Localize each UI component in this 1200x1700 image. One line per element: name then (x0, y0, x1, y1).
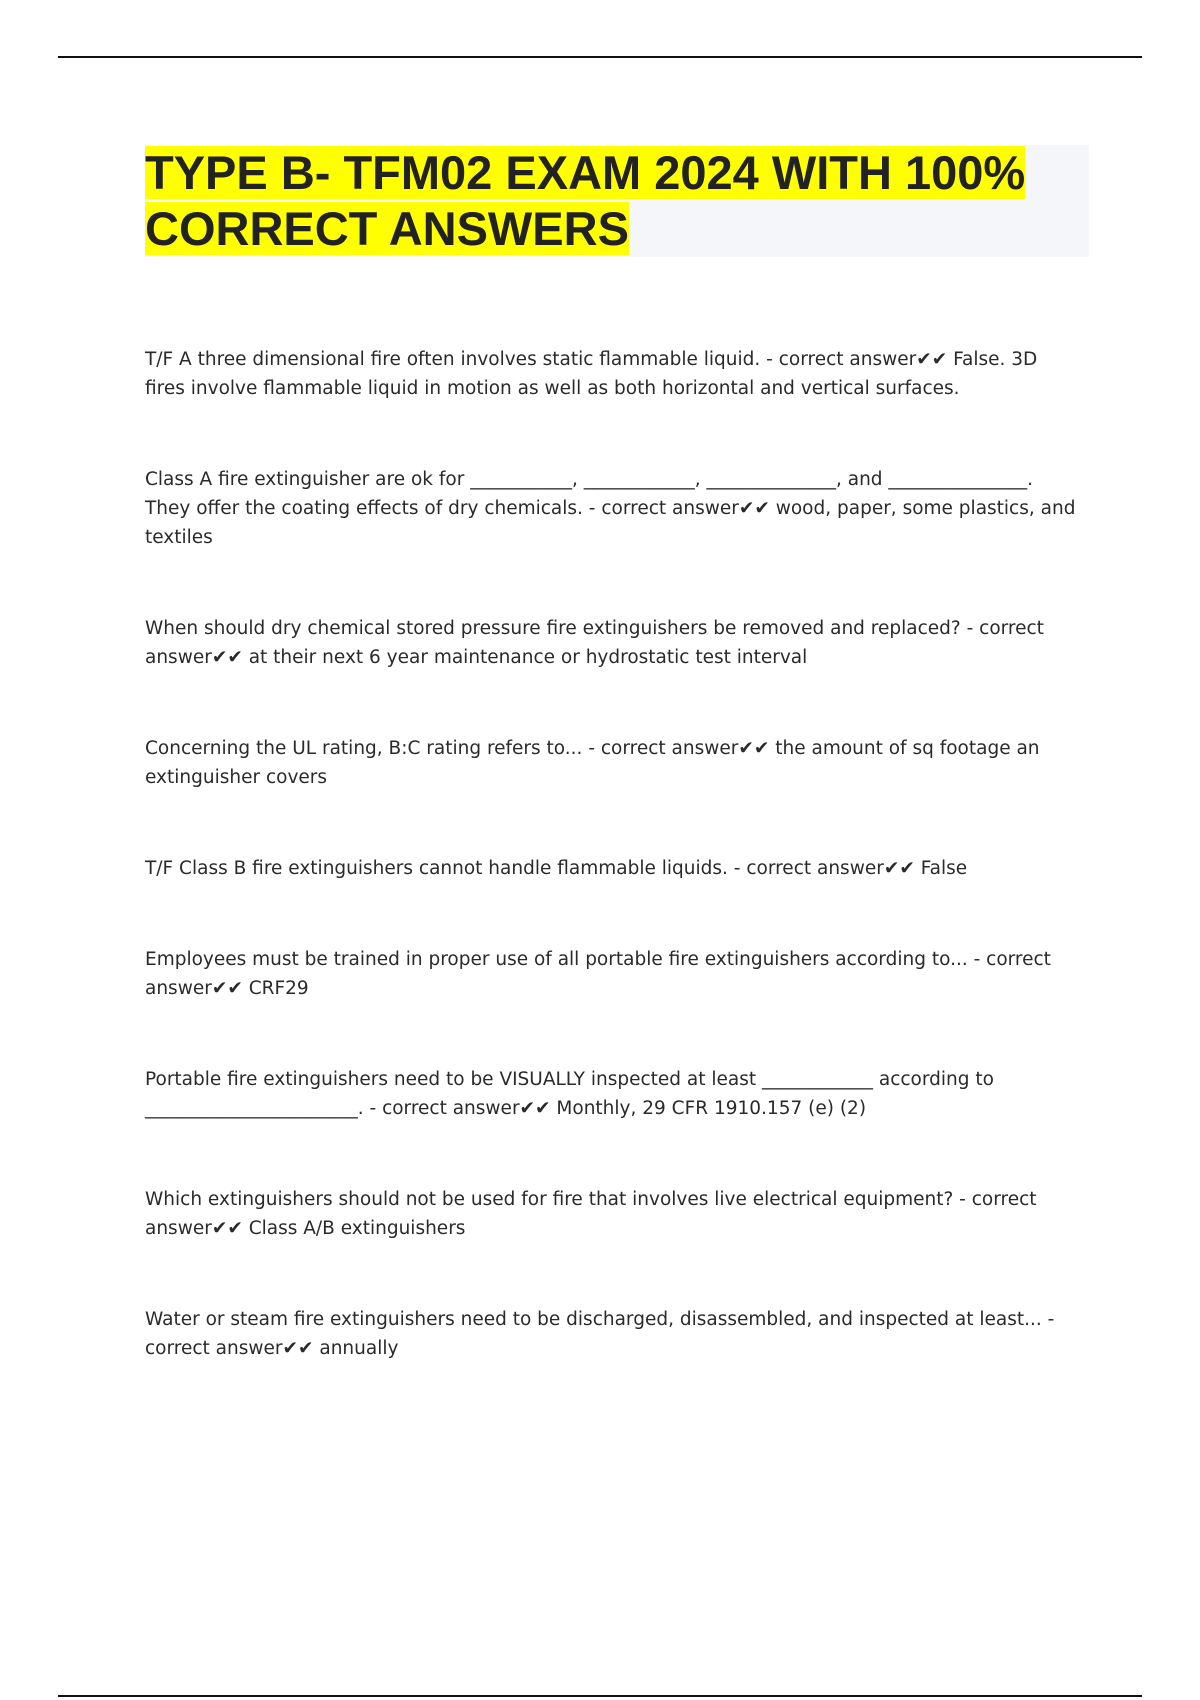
qa-item: T/F A three dimensional fire often involves static flammable liquid. - correct answer✔✔ False. 3D fires involve flammable liquid in motion as well as both horizontal and vertical surfaces. (145, 349, 1038, 399)
bottom-divider (58, 1695, 1142, 1697)
qa-item: Class A fire extinguisher are ok for ___________, ____________, ______________, and _______________. They offer the coating effects of dry chemicals. - correct answer✔✔ wood, paper, some plastics, and textiles (145, 469, 1076, 548)
document-title (145, 145, 1089, 257)
qa-item: Employees must be trained in proper use of all portable fire extinguishers according to... - correct answer✔✔ CRF29 (145, 949, 1051, 999)
qa-item: Water or steam fire extinguishers need to be discharged, disassembled, and inspected at least... - correct answer✔✔ annually (145, 1309, 1055, 1359)
top-divider (58, 56, 1142, 58)
qa-item: When should dry chemical stored pressure fire extinguishers be removed and replaced? - correct answer✔✔ at their next 6 year maintenance or hydrostatic test interval (145, 618, 1044, 668)
qa-item: Concerning the UL rating, B:C rating refers to... - correct answer✔✔ the amount of sq footage an extinguisher covers (145, 738, 1040, 788)
title-highlight: TYPE B- TFM02 EXAM 2024 WITH 100% CORRECT ANSWERS (145, 146, 1026, 255)
qa-item: Portable fire extinguishers need to be VISUALLY inspected at least ____________ according to _______________________. - correct answer✔✔ Monthly, 29 CFR 1910.157 (e) (2) (145, 1069, 994, 1119)
qa-item: Which extinguishers should not be used for fire that involves live electrical equipment? - correct answer✔✔ Class A/B extinguishers (145, 1189, 1037, 1239)
qa-list (145, 345, 1080, 1425)
qa-item: T/F Class B fire extinguishers cannot handle flammable liquids. - correct answer✔✔ False (145, 858, 968, 879)
